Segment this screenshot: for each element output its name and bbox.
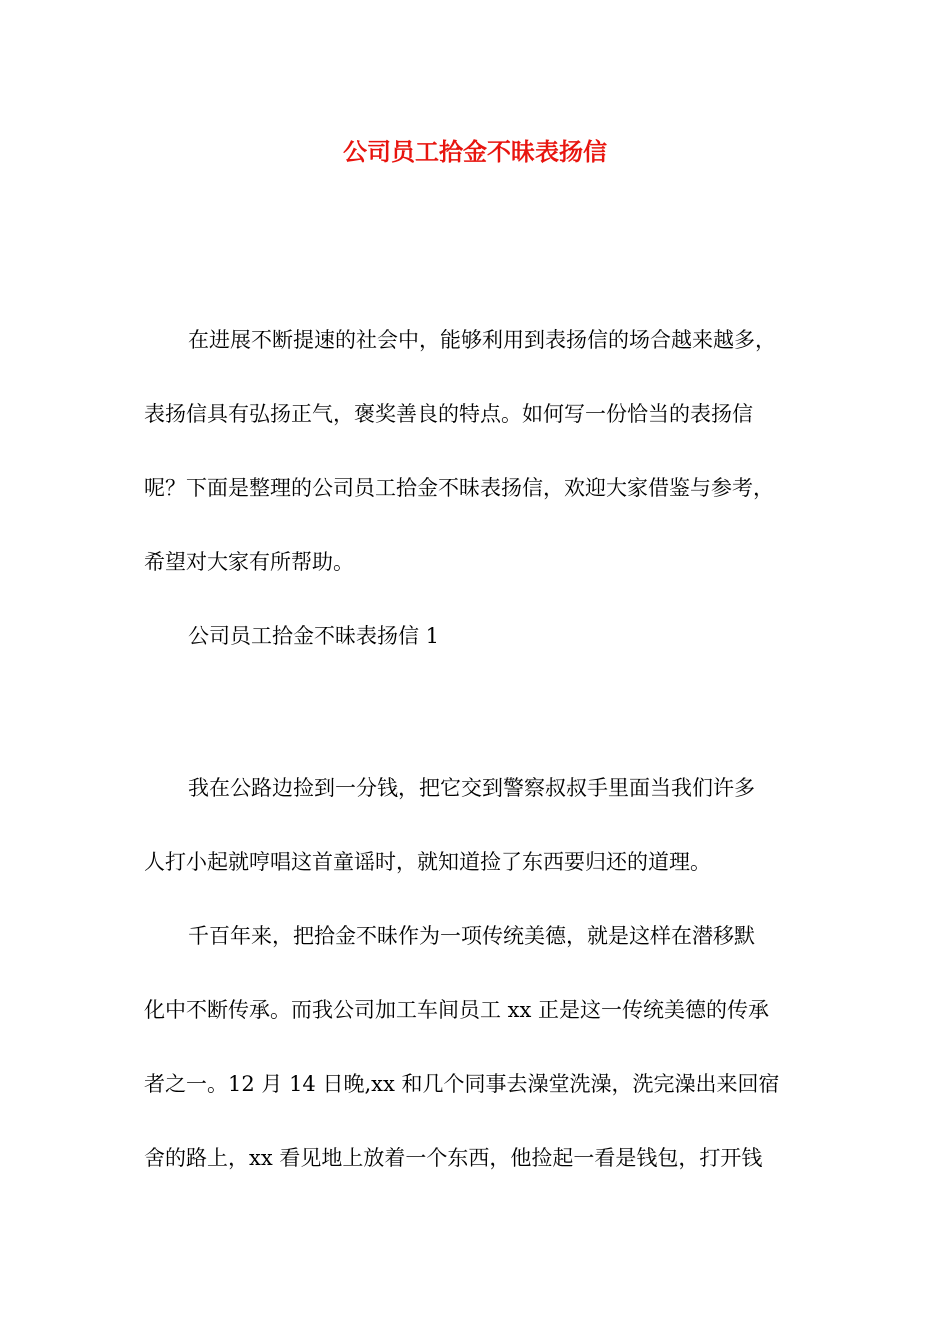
letter-paragraph-1 (144, 751, 820, 899)
text-line: 化中不断传承。而我公司加工车间员工 xx 正是这一传统美德的传承 (144, 998, 770, 1022)
text-line: 舍的路上，xx 看见地上放着一个东西，他捡起一看是钱包，打开钱 (144, 1146, 763, 1170)
intro-paragraph (144, 303, 820, 673)
text-line: 希望对大家有所帮助。 (144, 550, 354, 574)
text-line: 我在公路边捡到一分钱，把它交到警察叔叔手里面当我们许多 (188, 776, 755, 800)
section-heading: 公司员工拾金不昧表扬信 1 (188, 624, 440, 648)
text-line: 者之一。12 月 14 日晚,xx 和几个同事去澡堂洗澡，洗完澡出来回宿 (144, 1072, 780, 1096)
text-line: 在进展不断提速的社会中，能够利用到表扬信的场合越来越多， (188, 328, 776, 352)
letter-paragraph-2 (144, 899, 820, 1195)
text-line: 呢？下面是整理的公司员工拾金不昧表扬信，欢迎大家借鉴与参考， (144, 476, 774, 500)
document-title: 公司员工拾金不昧表扬信 (343, 137, 607, 166)
text-line: 人打小起就哼唱这首童谣时，就知道捡了东西要归还的道理。 (144, 850, 711, 874)
text-line: 千百年来，把拾金不昧作为一项传统美德，就是这样在潜移默 (188, 924, 755, 948)
text-line: 表扬信具有弘扬正气，褒奖善良的特点。如何写一份恰当的表扬信 (144, 402, 753, 426)
